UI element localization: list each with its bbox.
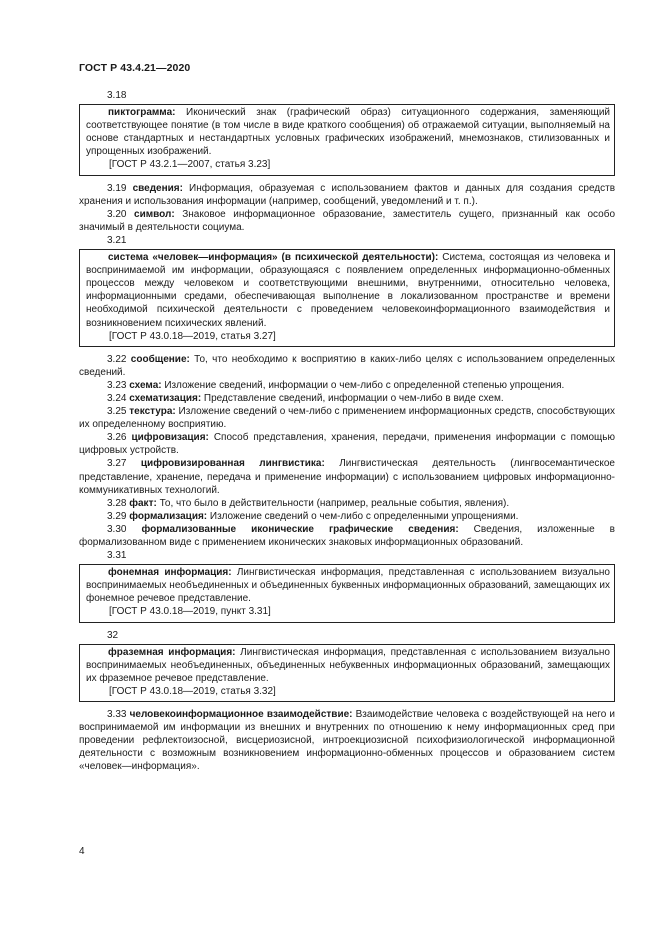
- entry-3-29: [79, 510, 615, 523]
- entry-number: 3.29: [107, 510, 127, 522]
- definition: Лингвистическая деятельность (лингвосемантическое представление, хранение, передача и применение информации) с использованием цифровых информационно-коммуникативных технологий.: [79, 458, 615, 496]
- definition: То, что необходимо к восприятию в каких-либо целях с использованием определенных сведений.: [79, 353, 616, 378]
- term: текстура:: [129, 406, 176, 418]
- definition: Изложение сведений о чем-либо с применением информационных средств, способствующих их определенному восприятию.: [79, 406, 616, 431]
- source-reference: [ГОСТ Р 43.0.18—2019, статья 3.27]: [109, 330, 276, 342]
- entry-number: 3.31: [107, 550, 127, 562]
- term: фраземная информация:: [108, 646, 236, 658]
- source-reference: [ГОСТ Р 43.0.18—2019, статья 3.32]: [109, 685, 276, 697]
- entry-number: 3.21: [107, 234, 127, 246]
- term: формализованные иконические графические сведения:: [141, 523, 459, 535]
- document-body: [79, 89, 615, 774]
- term: цифровизированная лингвистика:: [140, 458, 325, 470]
- entry-number: 3.30: [107, 523, 127, 535]
- definition: Представление сведений, информации о чем-либо в виде схем.: [201, 392, 504, 404]
- entry-number: 3.28: [107, 497, 127, 509]
- term: факт:: [129, 497, 157, 509]
- entry-number: 3.20: [107, 208, 127, 220]
- definition: Иконический знак (графический образ) ситуационного содержания, заменяющий соответствующее понятие (в том числе в виде краткого сообщения) об отражаемой ситуации, выполняемый на основе стандартных и нестандартных условных графических изображений, мнемознаков, стилизованных и упрощенных изображений.: [86, 107, 610, 158]
- entry-number: 3.18: [107, 90, 127, 101]
- definition: Сведения, изложенные в формализованном виде с применением иконических знаковых информационных образований.: [79, 523, 615, 548]
- entry-3-22: [79, 353, 615, 379]
- entry-number: 3.25: [107, 406, 127, 418]
- definition-box-3-21: [79, 249, 615, 347]
- definition: Лингвистическая информация, представленная с использованием визуально воспринимаемых необъединенных и объединенных буквенных информационных образований, замещающих их фонемное речевое представление.: [86, 567, 610, 605]
- definition: Изложение сведений, информации о чем-либо с определенной степенью упрощения.: [161, 379, 565, 391]
- definition: Знаковое информационное образование, заместитель сущего, признанный как особо значимый в деятельности социума.: [79, 208, 616, 233]
- entry-3-30: [79, 523, 615, 549]
- definition: То, что было в действительности (например, реальные события, явления).: [156, 497, 510, 509]
- entry-number: 3.19: [107, 182, 127, 194]
- definition-box-3-18: [79, 104, 615, 175]
- entry-3-26: [79, 431, 615, 457]
- entry-3-27: [79, 457, 615, 496]
- definition: Способ представления, хранения, передачи, применения информации с помощью цифровых устройств.: [79, 432, 615, 457]
- term: схема:: [129, 379, 162, 391]
- entry-3-19: [79, 182, 615, 208]
- definition: Взаимодействие человека с воздействующей на него и воспринимаемой им информации из внешних и внутренних по отношению к нему информационных сред при проведении рефлектоизосной, висцериозисной, интроекциозисной психофизиологической информационной деятельности с возможным возникновением информационно-обменных процессов и образованием систем «человек—информация».: [79, 709, 615, 773]
- term: человекоинформационное взаимодействие:: [129, 709, 353, 721]
- term: сведения:: [132, 182, 183, 194]
- document-header: ГОСТ Р 43.4.21—2020: [79, 62, 191, 74]
- definition: Изложение сведений о чем-либо с определенными упрощениями.: [207, 510, 519, 522]
- entry-number: 3.27: [107, 458, 127, 470]
- term: пиктограмма:: [108, 107, 176, 119]
- term: цифровизация:: [131, 432, 209, 444]
- entry-3-23: [79, 379, 615, 392]
- entry-number: 3.23: [107, 379, 127, 391]
- entry-number: 3.26: [107, 432, 127, 444]
- definition-box-3-31: [79, 564, 615, 622]
- definition-box-32: [79, 644, 615, 702]
- definition: Лингвистическая информация, представленная с использованием визуально воспринимаемых необъединенных, объединенных небуквенных информационных образований, замещающих их фраземное речевое представление.: [86, 646, 610, 684]
- entry-3-24: [79, 392, 615, 405]
- entry-number: 3.22: [107, 353, 127, 365]
- source-reference: [ГОСТ Р 43.2.1—2007, статья 3.23]: [109, 159, 271, 171]
- entry-3-33: [79, 708, 615, 773]
- entry-number: 3.33: [107, 709, 127, 721]
- term: схематизация:: [129, 392, 202, 404]
- term: фонемная информация:: [108, 567, 232, 579]
- entry-3-25: [79, 405, 615, 431]
- source-reference: [ГОСТ Р 43.0.18—2019, пункт 3.31]: [109, 606, 271, 618]
- definition: Система, состоящая из человека и воспринимаемой им информации, образующаяся с появлением определенных информационно-обменных процессов между человеком и соответствующими внешними, внутренними, относительно человека, информационными средами, обеспечивающая выполнение в локализованном пространстве и времени необходимой психической деятельности с проведением человекоинформационного взаимодействия и возникновением психических явлений.: [86, 252, 611, 329]
- term: система «человек—информация» (в психической деятельности):: [108, 252, 439, 264]
- term: сообщение:: [130, 353, 190, 365]
- entry-number: 3.24: [107, 392, 127, 404]
- entry-3-28: [79, 497, 615, 510]
- term: формализация:: [129, 510, 208, 522]
- definition: Информация, образуемая с использованием фактов и данных для создания средств хранения и использования информации (например, сообщений, уведомлений и т. п.).: [79, 182, 616, 207]
- term: символ:: [134, 208, 175, 220]
- entry-3-20: [79, 208, 615, 234]
- entry-number: 32: [107, 629, 119, 641]
- page-number: 4: [79, 846, 85, 857]
